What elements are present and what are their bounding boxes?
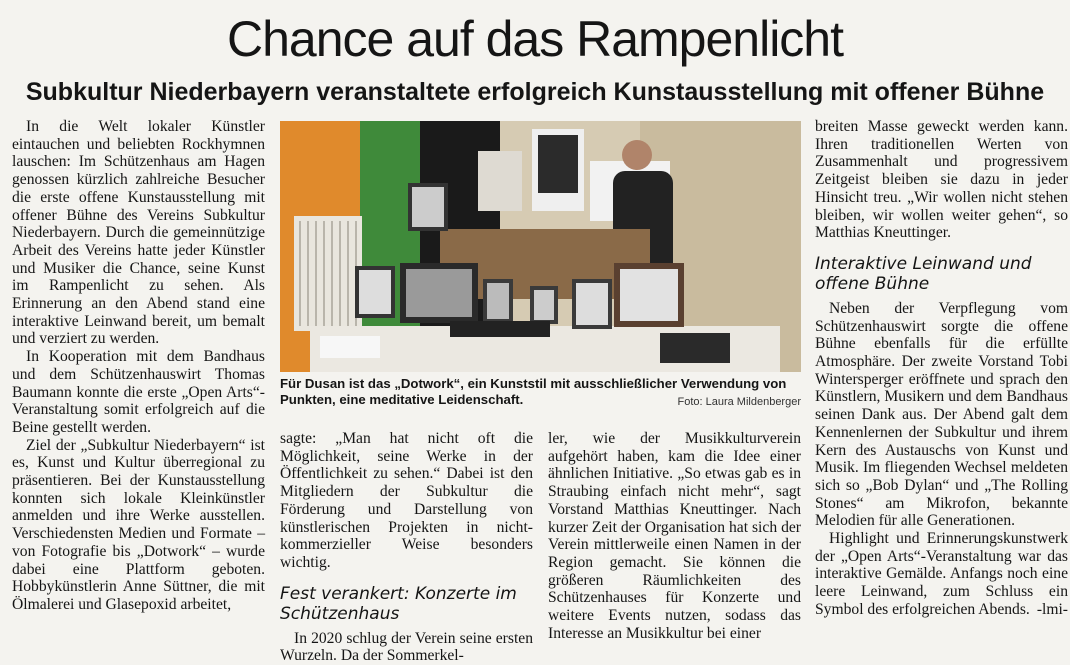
article-column-2 (280, 430, 533, 665)
paragraph (815, 530, 1068, 619)
article-column-1 (12, 118, 265, 614)
section-heading: Interaktive Leinwand und offene Bühne (815, 253, 1032, 294)
paragraph: Ziel der „Subkultur Niederbayern“ ist es, Kunst und Kultur überregional zu präsentieren. Bei der Kunstausstellung konnten sich lokale Kleinkünstler anmelden und ihre Werke ausstellen. Verschiedensten Medien und Formate – von Fotografie bis „Dotwork“ – wurde dabei eine Plattform geboten. Hobbykünstlerin Anne Süttner, die mit Ölmalerei und Glasepoxid arbeitet, (12, 436, 265, 613)
paragraph: In 2020 schlug der Verein seine ersten Wurzeln. Da der Sommerkel- (280, 629, 533, 665)
caption-text: Für Dusan ist das „Dotwork“, ein Kunststil mit ausschließlicher Verwendung von Punkten, eine meditative Leidenschaft. (280, 376, 787, 407)
paragraph: Neben der Verpflegung vom Schützenhauswirt sorgte die offene Bühne ebenfalls für die erfüllte Atmosphäre. Der zweite Vorstand Tobi Wintersperger eröffnete und sprach den Künstlern, Musikern und dem Bandhaus seinen Dank aus. Der Abend galt dem Kennenlernen der Subkultur und ihrem Kern des Austauschs von Kunst und Musik. Im fliegenden Wechsel meldeten sich so „Bob Dylan“ und „The Rolling Stones“ am Mikrofon, bekannte Melodien für alle Generationen. (815, 299, 1068, 530)
author-signature: -lmi- (1036, 600, 1068, 618)
photo-credit: Foto: Laura Mildenberger (677, 396, 801, 408)
paragraph: ler, wie der Musikkulturverein aufgehört haben, kam die Idee einer ähnlichen Initiative. „So etwas gab es in Straubing einfach nicht mehr“, sagt Vorstand Matthias Kneuttinger. Nach kurzer Zeit der Organisation hat sich der Verein mittlerweile einen Namen in der Region gemacht. Sie können die größeren Räumlichkeiten des Schützenhauses für Konzerte und weitere Events nutzen, sodass das Interesse an Musikkultur bei einer (548, 430, 801, 642)
paragraph-text: Highlight und Erinnerungskunstwerk der „Open Arts“-Veranstaltung war das interaktive Gemälde. Anfangs noch eine leere Leinwand, zum Schluss ein Symbol des erfolgreichen Abends. (815, 530, 1068, 618)
headline: Chance auf das Rampenlicht (226, 11, 844, 67)
article-column-4 (815, 118, 1068, 619)
paragraph: sagte: „Man hat nicht oft die Möglichkeit, seine Werke in der Öffentlichkeit zu sehen.“ Dabei ist den Mitgliedern der Subkultur die Förderung und Darstellung von künstlerischen Projekten in nicht-kommerzieller Weise besonders wichtig. (280, 430, 533, 571)
exhibition-photo-illustration (280, 121, 801, 372)
article-column-3 (548, 430, 801, 642)
paragraph: In die Welt lokaler Künstler eintauchen und beliebten Rockhymnen lauschen: Im Schützenhaus am Hagen genossen kürzlich zahlreiche Besucher die erste offene Kunstausstellung mit offener Bühne des Vereins Subkultur Niederbayern. Durch die gemeinnützige Arbeit des Vereins hatte jeder Künstler und Musiker die Chance, seine Kunst im Rampenlicht zu sehen. Als Erinnerung an den Abend stand eine interaktive Leinwand bereit, um bemalt und verziert zu werden. (12, 118, 265, 348)
paragraph: In Kooperation mit dem Bandhaus und dem Schützenhauswirt Thomas Baumann konnte die erste „Open Arts“-Veranstaltung somit erfolgreich auf die Beine gestellt werden. (12, 348, 265, 436)
paragraph: breiten Masse geweckt werden kann. Ihren traditionellen Werten von Zusammenhalt und progressivem Zeitgeist bleiben sie dazu in jeder Hinsicht treu. „Wir wollen nicht stehen bleiben, wir wollen weiter gehen“, so Matthias Kneuttinger. (815, 118, 1068, 242)
section-heading: Fest verankert: Konzerte im Schützenhaus (280, 583, 517, 624)
subheadline: Subkultur Niederbayern veranstaltete erfolgreich Kunstausstellung mit offener Bühne (25, 78, 1045, 106)
article-photo (280, 121, 801, 372)
